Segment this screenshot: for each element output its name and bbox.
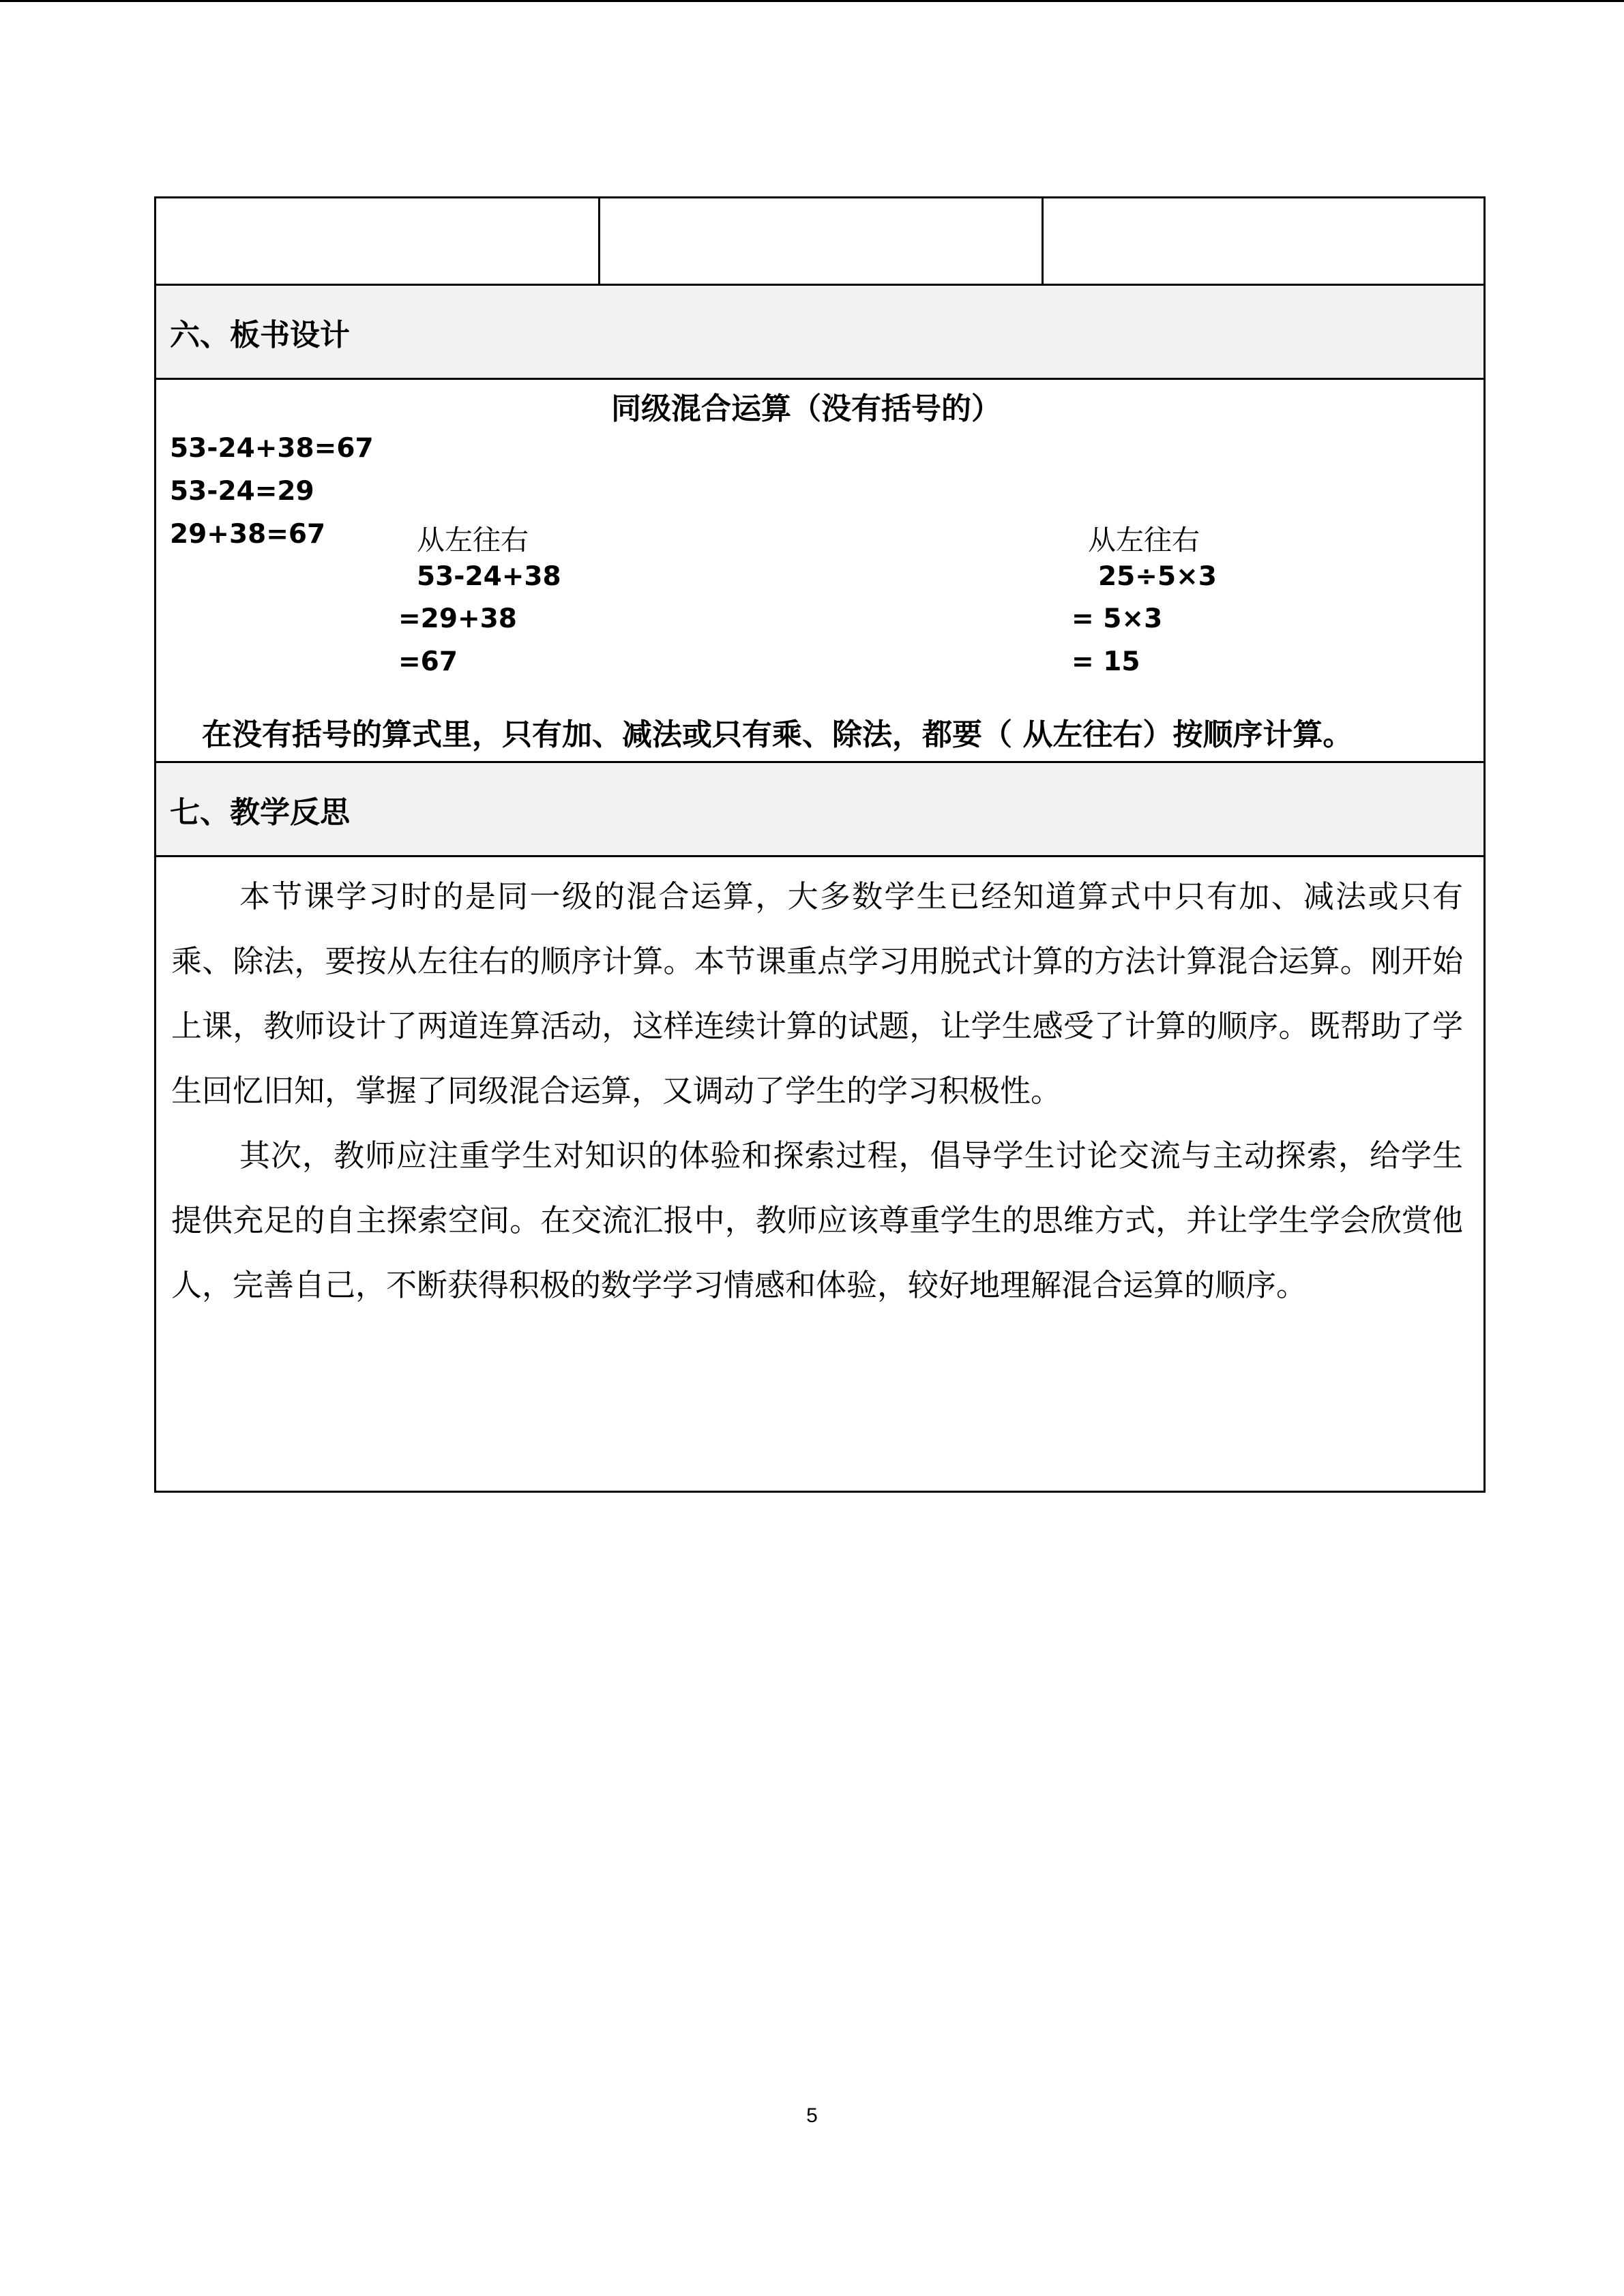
reflection-paragraph: 本节课学习时的是同一级的混合运算，大多数学生已经知道算式中只有加、减法或只有乘、除法，要按从左往右的顺序计算。本节课重点学习用脱式计算的方法计算混合运算。刚开始上课，教师设计了两道连算活动，这样连续计算的试题，让学生感受了计算的顺序。既帮助了学生回忆旧知，掌握了同级混合运算，又调动了学生的学习积极性。 <box>171 878 1463 1109</box>
board-left-line: 53-24+38=67 <box>170 433 374 464</box>
section-7-heading: 七、教学反思 <box>170 794 350 830</box>
board-right-line: = 15 <box>1072 646 1140 677</box>
board-right-line: = 5×3 <box>1072 603 1163 634</box>
board-middle-line: 53-24+38 <box>417 561 561 592</box>
column-divider <box>1042 198 1044 284</box>
board-right-line: 25÷5×3 <box>1098 561 1217 592</box>
board-middle-label: 从左往右 <box>417 524 529 556</box>
board-right-label: 从左往右 <box>1088 524 1200 556</box>
board-rule-statement: 在没有括号的算式里，只有加、减法或只有乘、除法，都要（ 从左往右）按顺序计算。 <box>202 717 1353 752</box>
page-number: 5 <box>806 2104 818 2127</box>
board-design-cell <box>156 380 1483 763</box>
column-divider <box>598 198 600 284</box>
section-6-heading: 六、板书设计 <box>170 317 350 353</box>
board-left-line: 29+38=67 <box>170 519 326 550</box>
board-title: 同级混合运算（没有括号的） <box>611 391 1001 426</box>
reflection-cell <box>156 857 1483 1491</box>
reflection-paragraph: 其次，教师应注重学生对知识的体验和探索过程，倡导学生讨论交流与主动探索，给学生提供充足的自主探索空间。在交流汇报中，教师应该尊重学生的思维方式，并让学生学会欣赏他人，完善自己，不断获得积极的数学学习情感和体验，较好地理解混合运算的顺序。 <box>171 1137 1463 1303</box>
section-6-header-row <box>156 286 1483 380</box>
board-left-line: 53-24=29 <box>170 476 314 507</box>
board-middle-line: =29+38 <box>398 603 517 634</box>
top-border-line <box>0 0 1624 2</box>
section-7-header-row <box>156 763 1483 857</box>
empty-table-row <box>156 198 1483 286</box>
lesson-plan-table <box>154 196 1486 1493</box>
board-middle-line: =67 <box>398 646 458 677</box>
